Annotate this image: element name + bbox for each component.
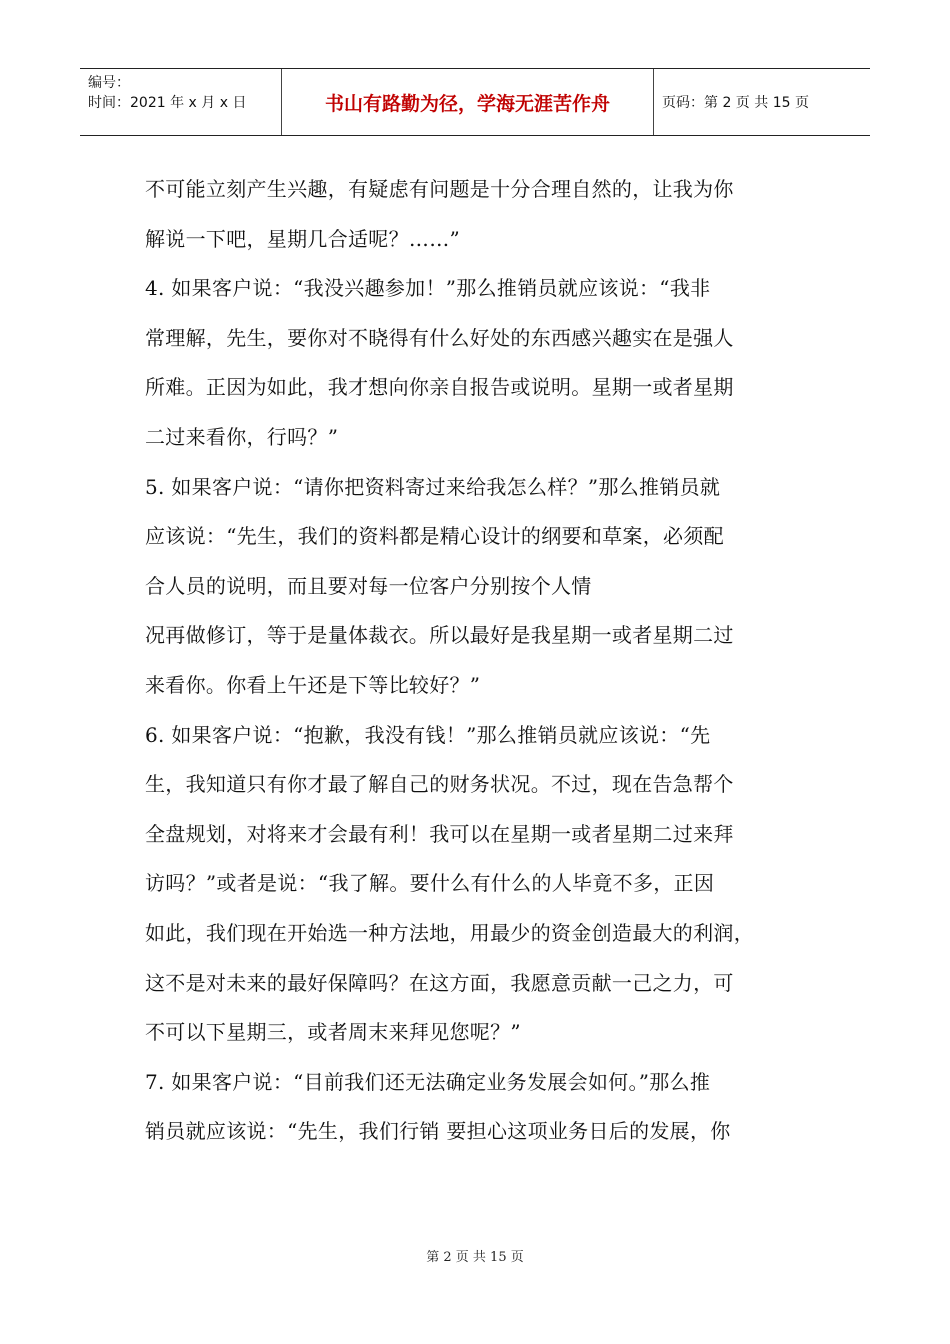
header-motto: 书山有路勤为径，学海无涯苦作舟 — [282, 69, 654, 135]
text-line: 这不是对未来的最好保障吗？在这方面，我愿意贡献一己之力，可 — [145, 970, 734, 995]
document-header — [80, 68, 870, 136]
number-label: 编号： — [88, 75, 130, 91]
header-page-info: 页码：第 2 页 共 15 页 — [662, 95, 809, 111]
text-line: 6. 如果客户说：“抱歉，我没有钱！”那么推销员就应该说：“先 — [145, 722, 711, 747]
page-footer: 第 2 页 共 15 页 — [426, 1250, 524, 1265]
text-line: 5. 如果客户说：“请你把资料寄过来给我怎么样？”那么推销员就 — [145, 474, 721, 499]
text-line: 4. 如果客户说：“我没兴趣参加！”那么推销员就应该说：“我非 — [145, 276, 711, 301]
text-line: 销员就应该说：“先生，我们行销 要担心这项业务日后的发展，你 — [145, 1119, 731, 1144]
time-label: 时间：2021 年 x 月 x 日 — [88, 95, 247, 111]
text-line: 不可以下星期三，或者周末来拜见您呢？” — [145, 1020, 521, 1045]
text-line: 常理解，先生，要你对不晓得有什么好处的东西感兴趣实在是强人 — [145, 325, 734, 350]
text-line: 况再做修订，等于是量体裁衣。所以最好是我星期一或者星期二过 — [145, 623, 734, 648]
text-line: 解说一下吧，星期几合适呢？……” — [145, 226, 461, 251]
text-line: 全盘规划，对将来才会最有利！我可以在星期一或者星期二过来拜 — [145, 821, 734, 846]
text-line: 生，我知道只有你才最了解自己的财务状况。不过，现在告急帮个 — [145, 772, 734, 797]
text-line: 来看你。你看上午还是下等比较好？” — [145, 672, 481, 697]
text-line: 所难。正因为如此，我才想向你亲自报告或说明。星期一或者星期 — [145, 375, 734, 400]
text-line: 7. 如果客户说：“目前我们还无法确定业务发展会如何。”那么推 — [145, 1069, 711, 1094]
text-line: 二过来看你，行吗？” — [145, 424, 339, 449]
text-line: 不可能立刻产生兴趣，有疑虑有问题是十分合理自然的，让我为你 — [145, 177, 734, 201]
header-meta — [80, 69, 282, 135]
text-line: 应该说：“先生，我们的资料都是精心设计的纲要和草案，必须配 — [145, 524, 724, 549]
text-line: 如此，我们现在开始选一种方法地，用最少的资金创造最大的利润， — [145, 920, 754, 945]
text-line: 合人员的说明，而且要对每一位客户分别按个人情 — [145, 573, 592, 598]
text-line: 访吗？”或者是说：“我了解。要什么有什么的人毕竟不多，正因 — [145, 871, 715, 896]
document-body — [145, 165, 825, 1157]
